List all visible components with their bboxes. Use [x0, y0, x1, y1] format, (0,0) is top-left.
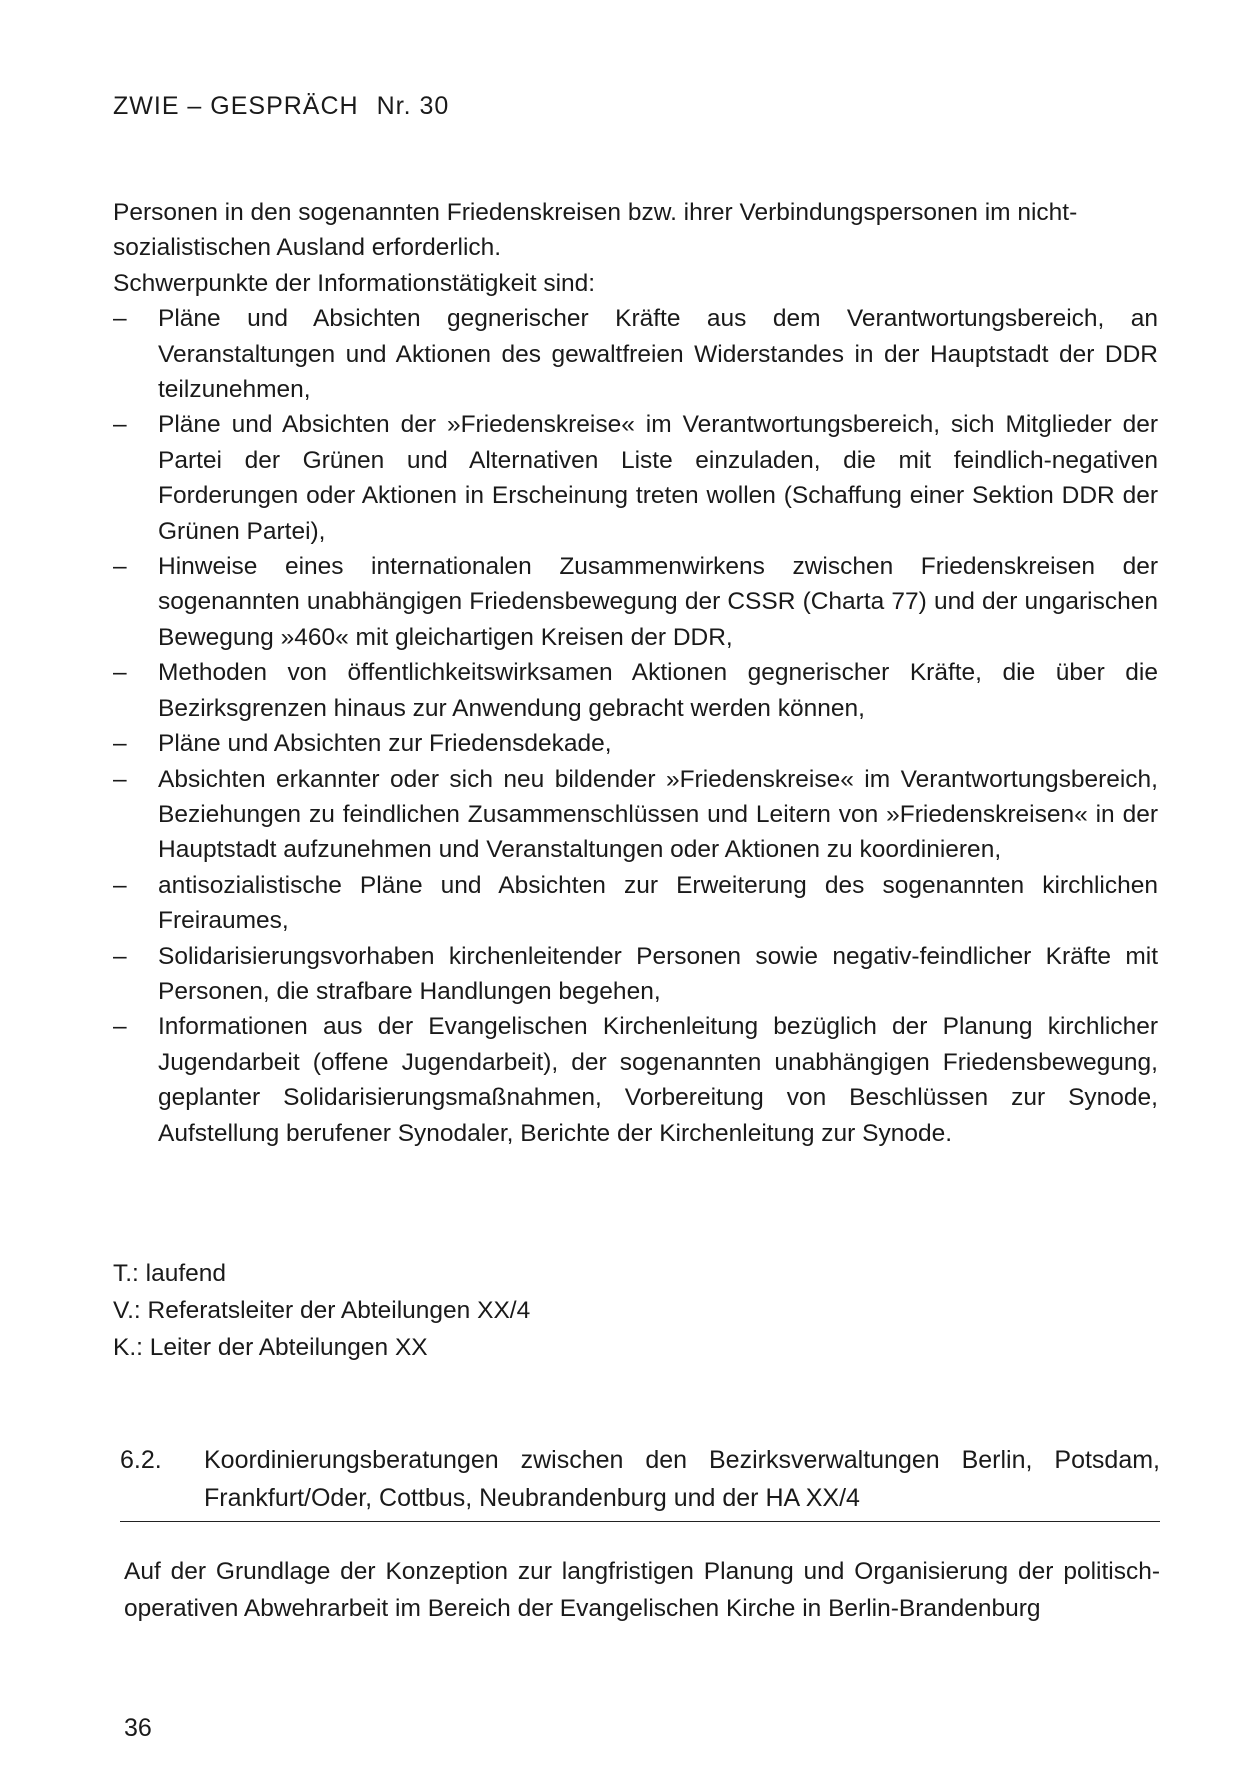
list-item	[113, 939, 1158, 1010]
main-text	[113, 195, 1158, 1151]
dash-bullet: –	[113, 553, 127, 581]
dash-bullet: –	[113, 1013, 127, 1041]
deadline-line: T.: laufend	[113, 1260, 227, 1287]
list-item	[113, 407, 1158, 549]
control-line: K.: Leiter der Abteilungen XX	[113, 1334, 428, 1361]
issue-number: Nr. 30	[376, 92, 450, 120]
intro-line: sozialistischen Ausland erforderlich.	[113, 234, 502, 262]
list-item-text: Solidarisierungsvorhaben kirchenleitender Personen sowie negativ-feindlicher Kräfte mit Personen, die strafbare Handlungen begehen,	[158, 942, 1158, 1005]
list-item-text: Pläne und Absichten gegnerischer Kräfte aus dem Verantwortungsbereich, an Veranstaltungen und Aktionen des gewaltfreien Widerstandes in der Hauptstadt der DDR teilzunehmen,	[158, 305, 1158, 404]
dash-bullet: –	[113, 871, 127, 899]
list-item-text: Pläne und Absichten der »Friedenskreise« im Verantwortungsbereich, sich Mitglieder der Partei der Grünen und Alternativen Liste einzuladen, die mit feindlich-negativen Forderungen oder Aktionen in Erscheinung treten wollen (Schaffung einer Sektion DDR der Grünen Partei),	[158, 411, 1158, 545]
section-heading	[120, 1441, 1160, 1517]
series-title: ZWIE – GESPRÄCH	[113, 92, 359, 120]
list-item	[113, 301, 1158, 407]
section-title: Koordinierungsberatungen zwischen den Bezirksverwaltungen Berlin, Potsdam, Frankfurt/Oder, Cottbus, Neubrandenburg und der HA XX/4	[204, 1446, 1160, 1512]
heading-rule	[120, 1521, 1160, 1522]
dash-bullet: –	[113, 942, 127, 970]
dash-bullet: –	[113, 659, 127, 687]
dash-bullet: –	[113, 305, 127, 333]
list-item	[113, 549, 1158, 655]
list-item	[113, 726, 1158, 761]
intro-line: Schwerpunkte der Informationstätigkeit sind:	[113, 269, 596, 297]
list-item	[113, 762, 1158, 868]
responsibility-block	[113, 1255, 530, 1366]
running-head	[113, 92, 449, 121]
page-number: 36	[124, 1714, 152, 1742]
list-item-text: Methoden von öffentlichkeitswirksamen Aktionen gegnerischer Kräfte, die über die Bezirksgrenzen hinaus zur Anwendung gebracht werden können,	[158, 659, 1158, 722]
list-item-text: Informationen aus der Evangelischen Kirchenleitung bezüglich der Planung kirchlicher Jugendarbeit (offene Jugendarbeit), der sogenannten unabhängigen Friedensbewegung, geplanter Solidarisierungsmaßnahmen, Vorbereitung von Beschlüssen zur Synode, Aufstellung berufener Synodaler, Berichte der Kirchenleitung zur Synode.	[158, 1013, 1158, 1147]
list-item-text: antisozialistische Pläne und Absichten zur Erweiterung des sogenannten kirchlichen Freiraumes,	[158, 871, 1158, 935]
dash-bullet: –	[113, 730, 127, 758]
responsible-line: V.: Referatsleiter der Abteilungen XX/4	[113, 1297, 531, 1324]
focus-list	[113, 301, 1158, 1151]
list-item	[113, 868, 1158, 939]
paragraph: Auf der Grundlage der Konzeption zur langfristigen Planung und Organisierung der politisch-operativen Abwehrarbeit im Bereich der Evangelischen Kirche in Berlin-Brandenburg	[124, 1558, 1160, 1622]
intro-line: Personen in den sogenannten Friedenskreisen bzw. ihrer Verbindungspersonen im nicht-	[113, 199, 1078, 226]
list-item	[113, 655, 1158, 726]
list-item-text: Absichten erkannter oder sich neu bildender »Friedenskreise« im Verantwortungsbereich, Beziehungen zu feindlichen Zusammenschlüssen und Leitern von »Friedenskreisen« in der Hauptstadt aufzunehmen und Veranstaltungen oder Aktionen zu koordinieren,	[158, 765, 1158, 864]
list-item	[113, 1009, 1158, 1151]
dash-bullet: –	[113, 411, 127, 439]
section-number: 6.2.	[120, 1446, 162, 1474]
list-item-text: Pläne und Absichten zur Friedensdekade,	[158, 730, 612, 758]
dash-bullet: –	[113, 765, 127, 793]
list-item-text: Hinweise eines internationalen Zusammenwirkens zwischen Friedenskreisen der sogenannten unabhängigen Friedensbewegung der CSSR (Charta 77) und der ungarischen Bewegung »460« mit gleichartigen Kreisen der DDR,	[158, 553, 1158, 651]
